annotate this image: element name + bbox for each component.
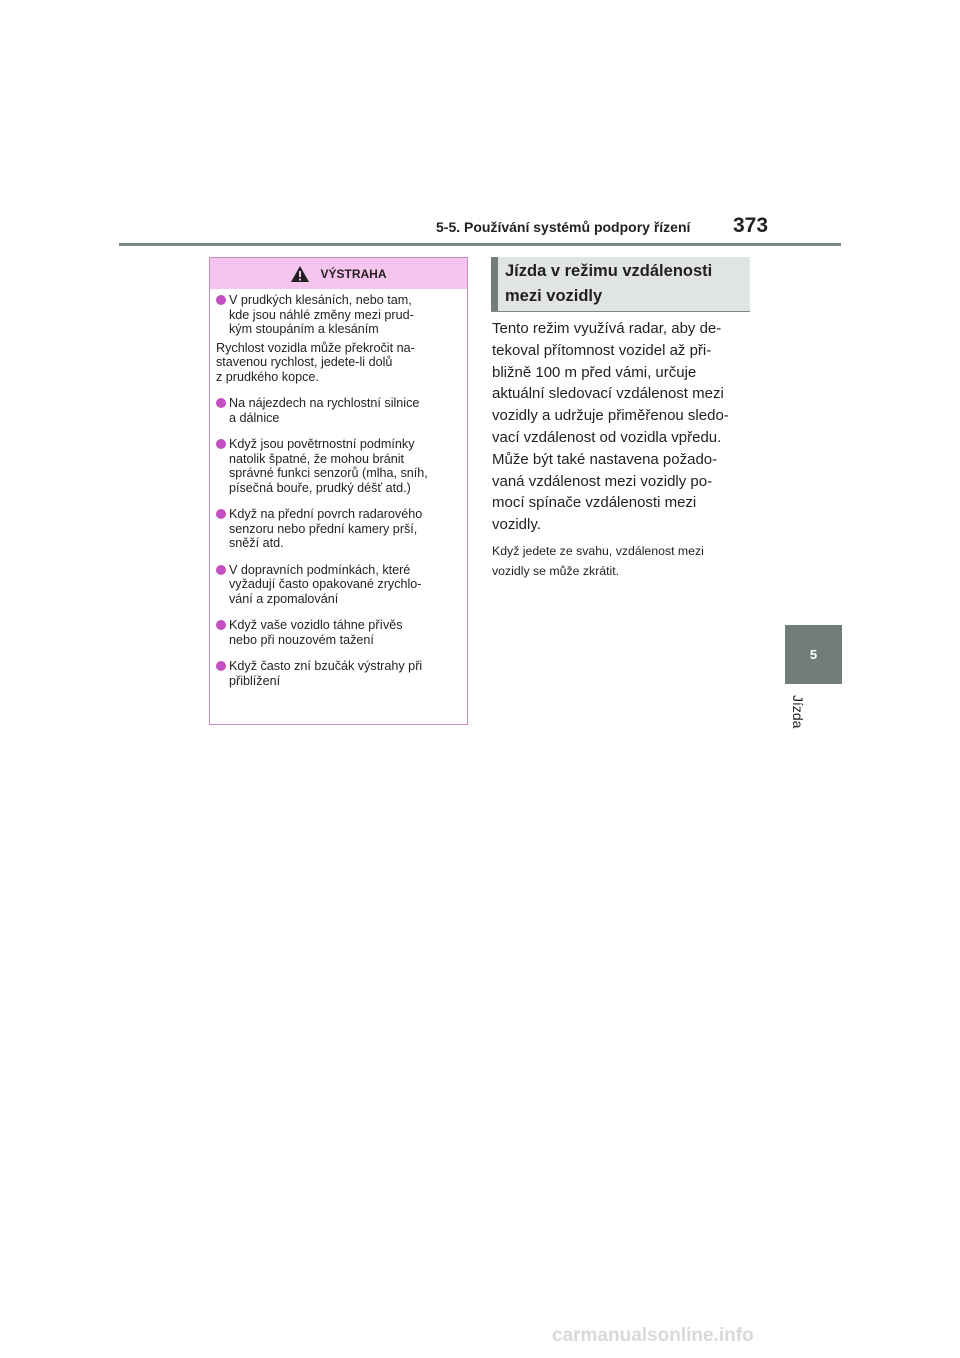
bullet-icon: [216, 620, 226, 630]
page-number: 373: [733, 214, 769, 237]
section-header-title: 5-5. Používání systémů podpory řízení: [436, 219, 691, 235]
section-accent-bar: [491, 257, 498, 311]
warning-item: [216, 659, 459, 688]
warning-item: [216, 396, 459, 425]
warning-item: [216, 437, 459, 495]
chapter-label: Jízda: [790, 695, 806, 729]
section-body-text: Tento režim využívá radar, aby de- tekoval přítomnost vozidel až při- bližně 100 m před vámi, určuje aktuální sledovací vzdálenost mezi vozidly a udržuje přiměřenou sledo- vací vzdálenost od vozidla vpředu. Může být také nastavena požado- vaná vzdálenost mezi vozidly po- mocí spínače vzdálenosti mezi vozidly.: [492, 320, 729, 534]
warning-item: [216, 618, 459, 647]
warning-item: [216, 563, 459, 607]
warning-item-text: V prudkých klesáních, nebo tam, kde jsou náhlé změny mezi prud- kým stoupáním a klesáním: [229, 293, 414, 336]
warning-item-text: V dopravních podmínkách, které vyžadují často opakované zrychlo- vání a zpomalování: [229, 562, 422, 606]
section-heading-box: [491, 257, 750, 312]
bullet-icon: [216, 398, 226, 408]
section-title: Jízda v režimu vzdálenosti mezi vozidly: [505, 262, 713, 305]
watermark: carmanualsonline.info: [552, 1325, 754, 1346]
warning-item-text: Když často zní bzučák výstrahy při přiblížení: [229, 659, 423, 688]
section-note-text: Když jedete ze svahu, vzdálenost mezi vozidly se může zkrátit.: [492, 544, 704, 578]
bullet-icon: [216, 661, 226, 671]
bullet-icon: [216, 295, 226, 305]
warning-item-text: Když na přední povrch radarového senzoru nebo přední kamery prší, sněží atd.: [229, 507, 423, 550]
bullet-icon: [216, 439, 226, 449]
bullet-icon: [216, 509, 226, 519]
warning-item: [216, 507, 459, 551]
warning-header: [210, 258, 467, 289]
warning-triangle-icon: [290, 265, 310, 283]
warning-item: [216, 293, 459, 337]
warning-item-text: Na nájezdech na rychlostní silnice a dálnice: [229, 396, 420, 425]
warning-item-text: Když vaše vozidlo táhne přívěs nebo při nouzovém tažení: [229, 618, 403, 647]
warning-box: [209, 257, 468, 725]
warning-item-text: Když jsou povětrnostní podmínky natolik špatné, že mohou bránit správné funkci senzorů (mlha, sníh, písečná bouře, prudký déšť atd.): [229, 437, 428, 495]
chapter-tab: [785, 625, 842, 684]
chapter-number: 5: [809, 647, 818, 662]
warning-title: VÝSTRAHA: [320, 266, 387, 281]
bullet-icon: [216, 565, 226, 575]
header-divider: [119, 243, 841, 246]
warning-paragraph: Rychlost vozidla může překročit na- stavenou rychlost, jedete-li dolů z prudkého kopce.: [216, 340, 415, 384]
